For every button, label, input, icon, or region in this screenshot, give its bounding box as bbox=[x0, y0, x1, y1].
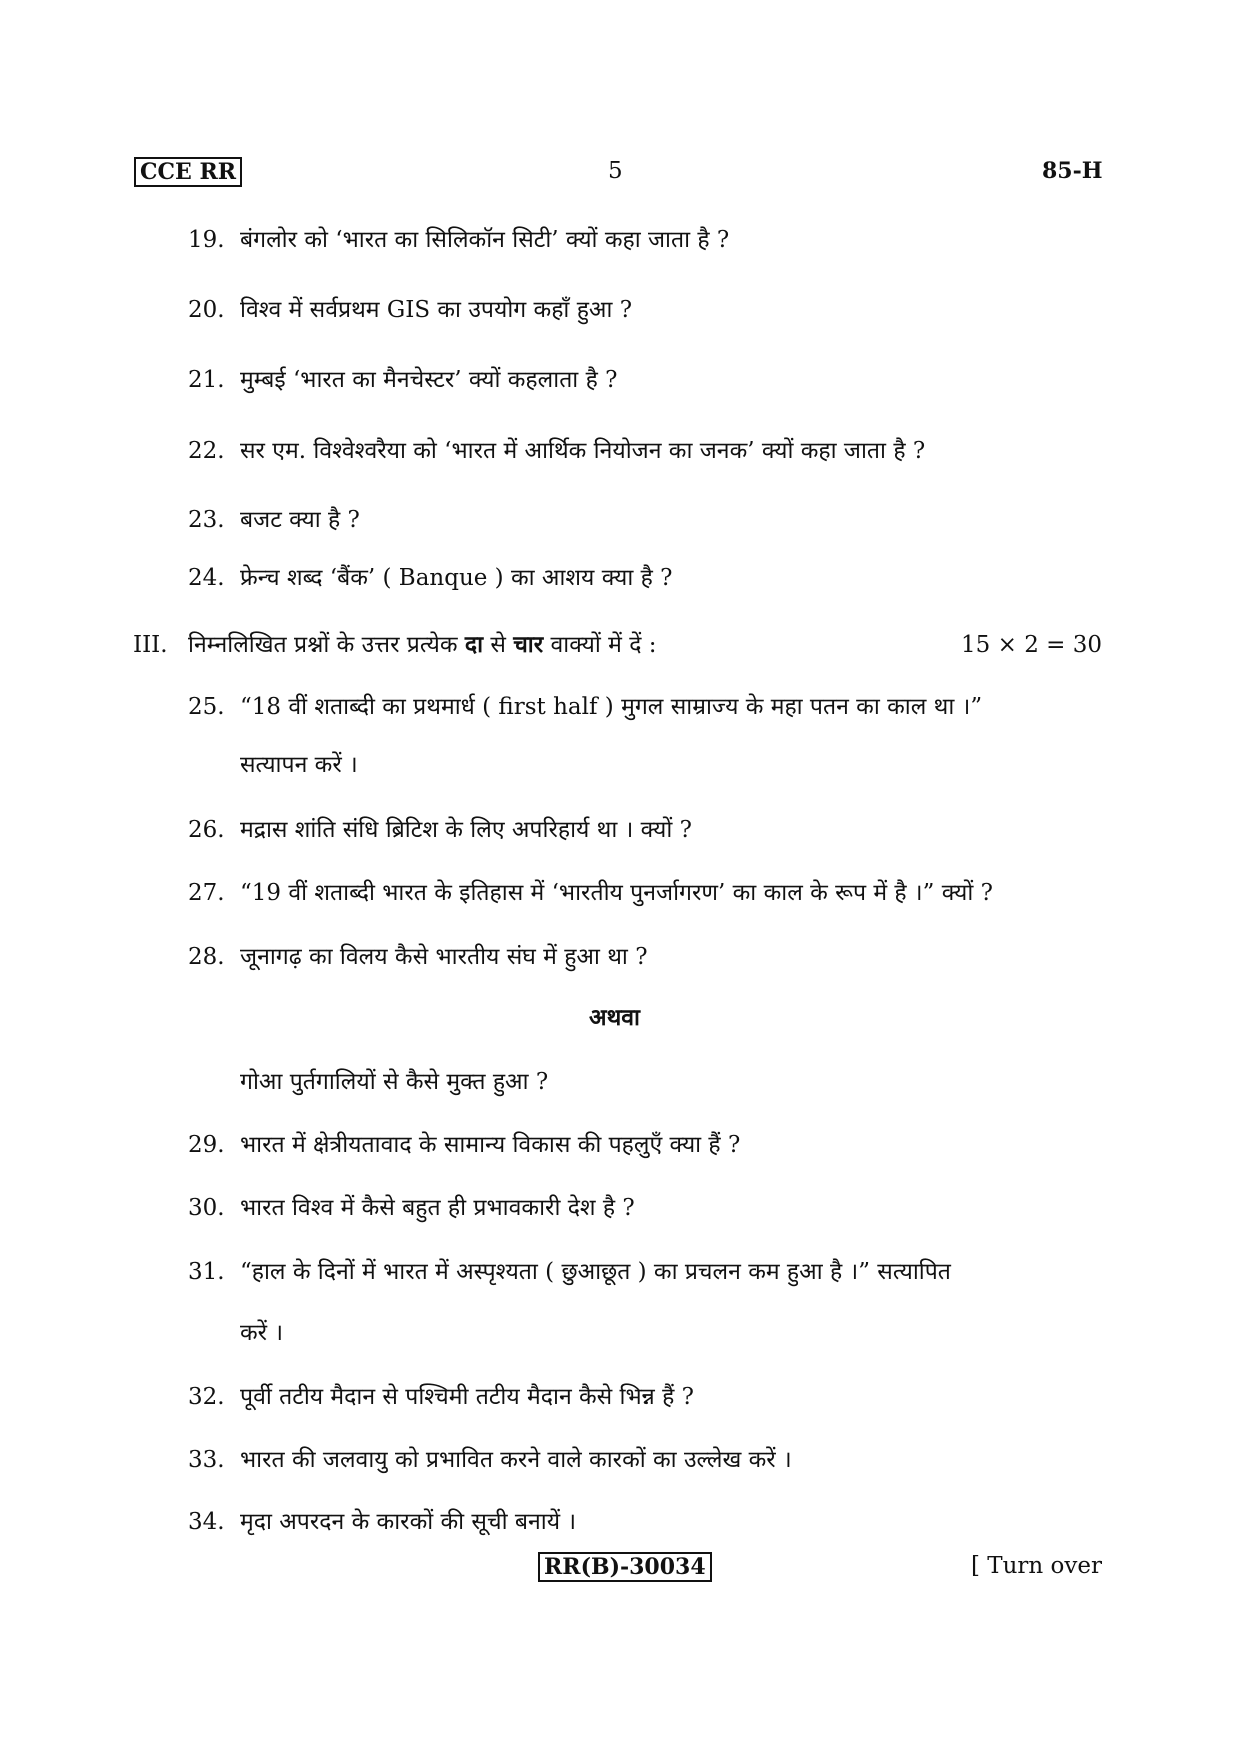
question-number: 33. bbox=[188, 1447, 225, 1473]
question-25-continuation: सत्यापन करें । bbox=[240, 752, 358, 778]
question-number: 22. bbox=[188, 438, 225, 464]
question-number: 32. bbox=[188, 1384, 225, 1410]
question-text: भारत में क्षेत्रीयतावाद के सामान्य विकास की पहलुएँ क्या हैं ? bbox=[240, 1132, 741, 1158]
question-text: फ्रेन्च शब्द ‘बैंक’ ( Banque ) का आशय क्या है ? bbox=[240, 565, 673, 591]
question-34 bbox=[188, 1507, 576, 1537]
question-text: बजट क्या है ? bbox=[240, 507, 360, 533]
question-text: “18 वीं शताब्दी का प्रथमार्ध ( first half ) मुगल साम्राज्य के महा पतन का काल था ।” bbox=[240, 694, 983, 720]
question-20 bbox=[188, 295, 632, 325]
question-22 bbox=[188, 436, 925, 466]
question-number: 26. bbox=[188, 817, 225, 843]
instruction-text-mid: से bbox=[483, 632, 514, 658]
question-number: 25. bbox=[188, 694, 225, 720]
question-number: 34. bbox=[188, 1509, 225, 1535]
question-23 bbox=[188, 505, 360, 535]
question-21 bbox=[188, 365, 617, 395]
question-number: 27. bbox=[188, 880, 225, 906]
or-heading: अथवा bbox=[589, 1004, 641, 1031]
question-29 bbox=[188, 1130, 740, 1160]
question-number: 24. bbox=[188, 565, 225, 591]
turn-over-note: [ Turn over bbox=[970, 1553, 1102, 1579]
question-text: “हाल के दिनों में भारत में अस्पृश्यता ( छुआछूत ) का प्रचलन कम हुआ है ।” सत्यापित bbox=[240, 1259, 951, 1285]
question-32 bbox=[188, 1382, 694, 1412]
section-marks: 15 × 2 = 30 bbox=[961, 632, 1102, 658]
section-number: III. bbox=[133, 632, 168, 658]
question-text: जूनागढ़ का विलय कैसे भारतीय संघ में हुआ था ? bbox=[240, 944, 648, 970]
question-31-continuation: करें । bbox=[240, 1320, 284, 1346]
question-24 bbox=[188, 563, 672, 593]
instruction-bold-1: दा bbox=[464, 631, 484, 658]
question-text: भारत विश्व में कैसे बहुत ही प्रभावकारी देश है ? bbox=[240, 1195, 635, 1221]
question-text: बंगलोर को ‘भारत का सिलिकॉन सिटी’ क्यों कहा जाता है ? bbox=[240, 227, 730, 253]
question-number: 31. bbox=[188, 1259, 225, 1285]
question-text: भारत की जलवायु को प्रभावित करने वाले कारकों का उल्लेख करें । bbox=[240, 1447, 792, 1473]
question-text: सर एम. विश्वेश्वरैया को ‘भारत में आर्थिक नियोजन का जनक’ क्यों कहा जाता है ? bbox=[240, 438, 926, 464]
question-33 bbox=[188, 1445, 792, 1475]
question-number: 23. bbox=[188, 507, 225, 533]
question-19 bbox=[188, 225, 729, 255]
instruction-text: निम्नलिखित प्रश्नों के उत्तर प्रत्येक bbox=[188, 632, 465, 658]
instruction-bold-2: चार bbox=[513, 631, 544, 658]
question-26 bbox=[188, 815, 692, 845]
question-27 bbox=[188, 878, 993, 908]
question-number: 28. bbox=[188, 944, 225, 970]
question-30 bbox=[188, 1193, 635, 1223]
question-number: 21. bbox=[188, 367, 225, 393]
question-text: “19 वीं शताब्दी भारत के इतिहास में ‘भारतीय पुनर्जागरण’ का काल के रूप में है ।” क्यों ? bbox=[240, 880, 993, 906]
question-25 bbox=[188, 692, 982, 722]
question-31 bbox=[188, 1257, 951, 1287]
question-text: पूर्वी तटीय मैदान से पश्चिमी तटीय मैदान कैसे भिन्न हैं ? bbox=[240, 1384, 694, 1410]
question-28-alternative: गोआ पुर्तगालियों से कैसे मुक्त हुआ ? bbox=[240, 1069, 549, 1095]
question-text: मृदा अपरदन के कारकों की सूची बनायें । bbox=[240, 1509, 577, 1535]
question-text: मद्रास शांति संधि ब्रिटिश के लिए अपरिहार्य था । क्यों ? bbox=[240, 817, 692, 843]
section-instruction bbox=[188, 630, 657, 660]
question-number: 19. bbox=[188, 227, 225, 253]
page-number: 5 bbox=[608, 158, 623, 184]
paper-code: 85-H bbox=[1042, 158, 1103, 184]
question-number: 29. bbox=[188, 1132, 225, 1158]
footer-code-box: RR(B)-30034 bbox=[538, 1552, 712, 1582]
question-text: विश्व में सर्वप्रथम GIS का उपयोग कहाँ हुआ ? bbox=[240, 297, 633, 323]
question-number: 20. bbox=[188, 297, 225, 323]
instruction-text-end: वाक्यों में दें : bbox=[543, 632, 657, 658]
exam-code-box: CCE RR bbox=[134, 157, 242, 187]
question-number: 30. bbox=[188, 1195, 225, 1221]
question-text: मुम्बई ‘भारत का मैनचेस्टर’ क्यों कहलाता है ? bbox=[240, 367, 618, 393]
question-28 bbox=[188, 942, 648, 972]
